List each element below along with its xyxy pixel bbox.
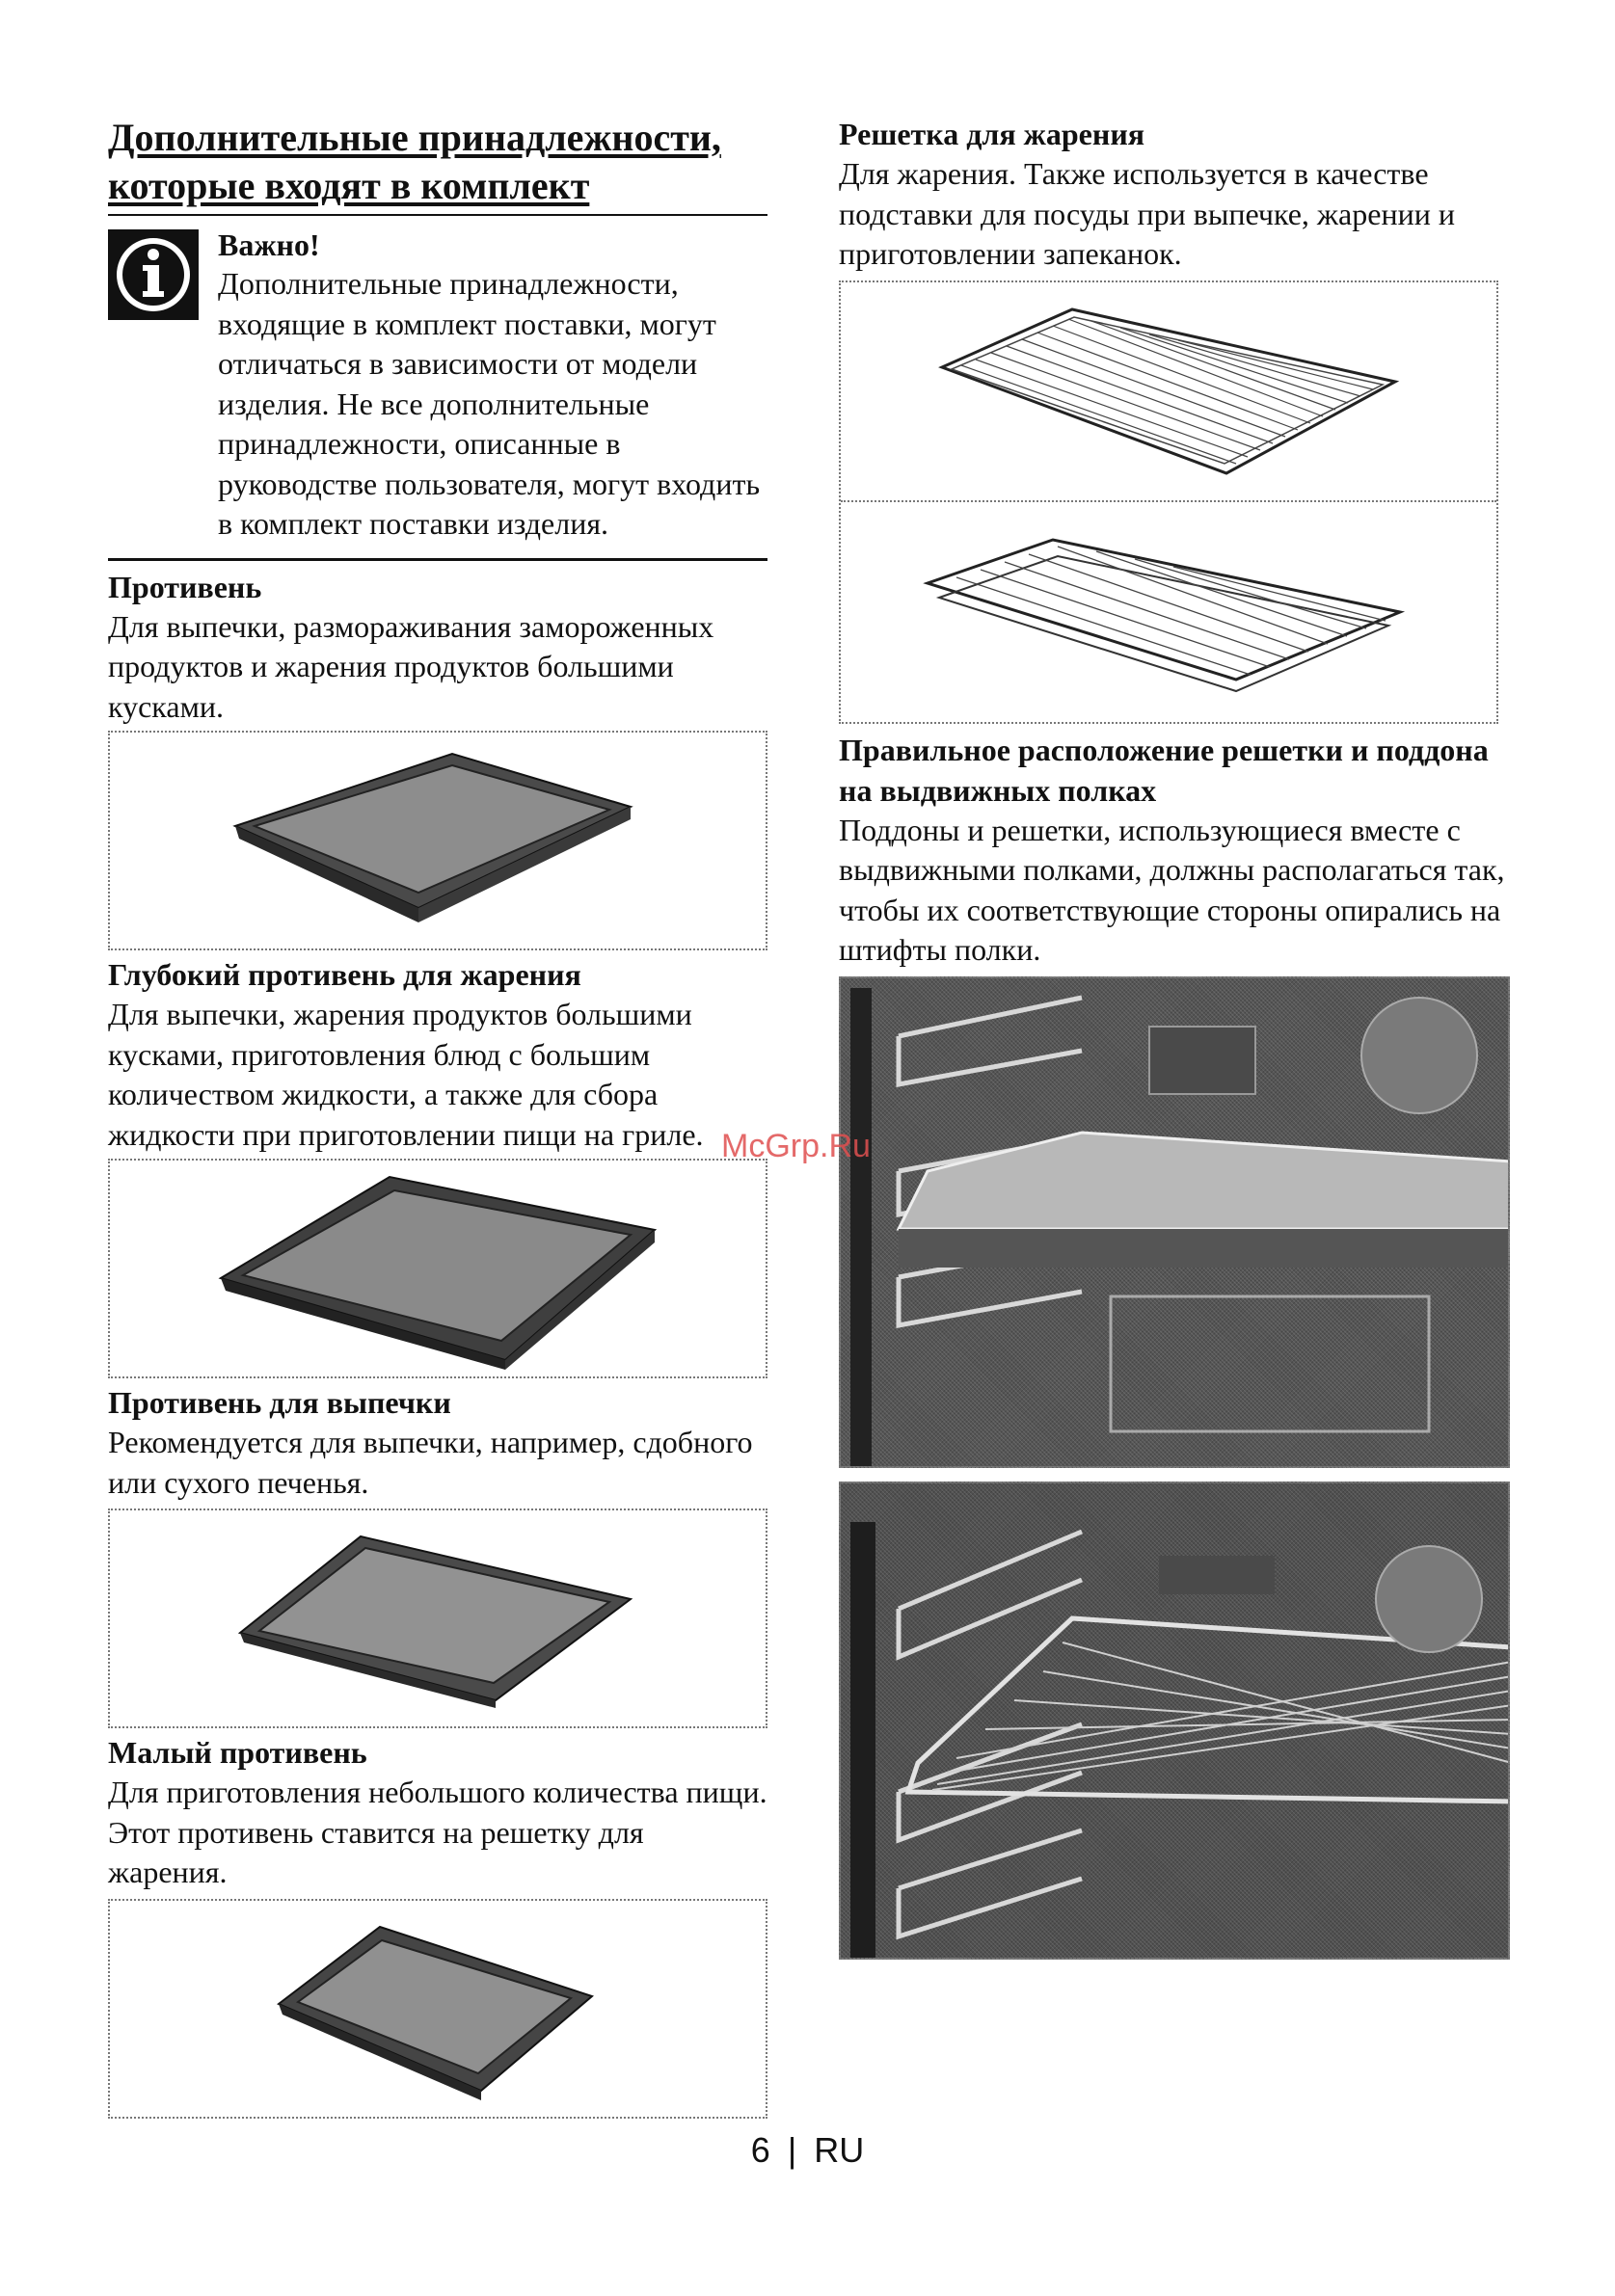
footer-separator: | <box>787 2130 797 2170</box>
section-baking-tray <box>108 567 767 728</box>
section-text: Для приготовления небольшого количества пищи. Этот противень ставится на решетку для жарения. <box>108 1775 767 1889</box>
important-text: Дополнительные принадлежности, входящие в комплект поставки, могут отличаться в зависимости от модели изделия. Не все дополнительные принадлежности, описанные в руководстве пользователя, могут входить в комплект поставки изделия. <box>218 266 761 541</box>
section-text: Для выпечки, жарения продуктов большими кусками, приготовления блюд с большим количеством жидкости, а также для сбора жидкости при приготовлении пищи на гриле. <box>108 997 704 1152</box>
page-number: 6 <box>750 2130 770 2170</box>
section-title: Глубокий противень для жарения <box>108 957 581 992</box>
info-icon <box>108 229 199 320</box>
section-title: Правильное расположение решетки и поддона на выдвижных полках <box>839 732 1489 808</box>
section-grill-rack <box>839 114 1514 275</box>
section-title: Малый противень <box>108 1735 367 1770</box>
watermark: McGrp.Ru <box>721 1128 871 1164</box>
pastry-tray-image <box>108 1508 767 1728</box>
left-column <box>108 114 767 2119</box>
section-title: Противень <box>108 569 262 604</box>
page-footer <box>0 2130 1615 2171</box>
right-column <box>839 114 1514 1960</box>
language-code: RU <box>814 2130 865 2170</box>
section-text: Поддоны и решетки, использующиеся вместе с выдвижными полками, должны располагаться так, чтобы их соответствующие стороны опирались на штифты полки. <box>839 812 1505 967</box>
grill-rack-images <box>839 280 1498 724</box>
important-heading: Важно! <box>218 227 320 262</box>
section-title: Решетка для жарения <box>839 117 1145 151</box>
grill-rack-top-view <box>841 282 1496 502</box>
oven-tray-photo <box>839 976 1510 1468</box>
section-text: Для жарения. Также используется в качестве подставки для посуды при выпечке, жарении и приготовлении запеканок. <box>839 156 1455 271</box>
section-pastry-tray <box>108 1382 767 1503</box>
deep-tray-image <box>108 1159 767 1378</box>
important-note <box>108 226 767 561</box>
section-text: Для выпечки, размораживания замороженных продуктов и жарения продуктов большими кусками. <box>108 608 714 724</box>
section-small-tray <box>108 1732 767 1893</box>
oven-rack-photo <box>839 1482 1510 1960</box>
page-title: Дополнительные принадлежности, которые входят в комплект <box>108 114 767 216</box>
section-rack-placement <box>839 730 1514 971</box>
baking-tray-image <box>108 731 767 950</box>
section-title: Противень для выпечки <box>108 1385 451 1420</box>
section-deep-tray <box>108 954 767 1155</box>
section-text: Рекомендуется для выпечки, например, сдобного или сухого печенья. <box>108 1425 753 1500</box>
small-tray-image <box>108 1899 767 2119</box>
grill-rack-side-view <box>841 502 1496 722</box>
